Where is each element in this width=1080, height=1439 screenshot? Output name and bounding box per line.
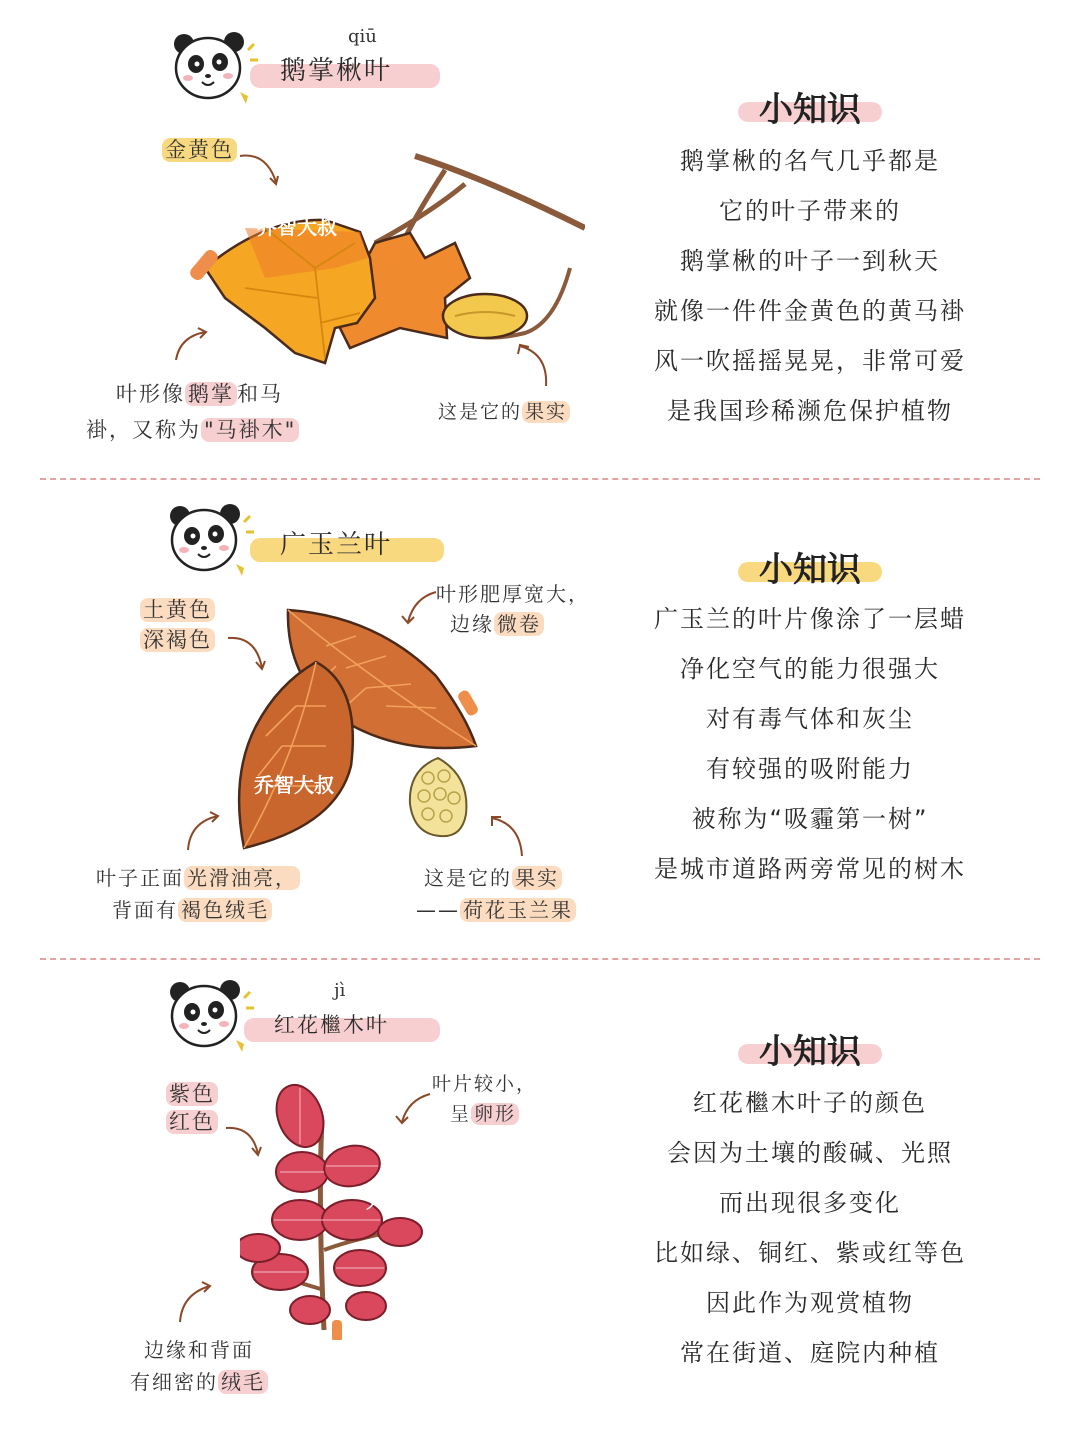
text-highlight: 卵形: [471, 1103, 519, 1125]
tip-line: 它的叶子带来的: [719, 197, 901, 225]
label-color2: [140, 624, 215, 656]
arrow-icon: [180, 810, 226, 854]
tip-line: 被称为“吸霾第一树”: [691, 805, 929, 833]
tip-line: 风一吹摇摇晃晃，非常可爱: [654, 347, 966, 375]
panda-icon: [166, 978, 256, 1058]
label-color1: [140, 594, 215, 626]
label-hair2: [130, 1366, 268, 1398]
title-text: 广玉兰叶: [280, 530, 393, 560]
text-highlight: 红色: [166, 1110, 218, 1134]
text: 和马: [237, 382, 283, 406]
arrow-icon: [484, 810, 530, 860]
tulip-tree-leaf-illustration: [185, 148, 585, 370]
watermark: 乔智大叔: [254, 773, 334, 797]
tips-list: [610, 594, 1010, 894]
tip-line: 比如绿、铜红、紫或红等色: [654, 1239, 966, 1267]
text-highlight: 土黄色: [140, 598, 215, 622]
arrow-icon: [172, 1280, 218, 1326]
tip-line: 会因为土壤的酸碱、光照: [667, 1139, 953, 1167]
panda-icon: [166, 502, 256, 582]
text: 叶子正面: [96, 866, 184, 890]
section-loropetalum-leaf: [0, 960, 1080, 1439]
arrow-icon: [166, 326, 216, 366]
tips-list: [610, 136, 1010, 436]
tip-line: 常在街道、庭院内种植: [680, 1339, 940, 1367]
section-title: [250, 54, 450, 88]
arrow-icon: [510, 340, 560, 390]
tip-line: 有较强的吸附能力: [706, 755, 914, 783]
label-shape-line2: [86, 414, 299, 446]
text: 背面有: [112, 898, 178, 922]
text-highlight: 深褐色: [140, 628, 215, 652]
tip-line: 就像一件件金黄色的黄马褂: [654, 297, 966, 325]
title-text: 红花檵木叶: [274, 1013, 389, 1037]
watermark: 大叔: [366, 1192, 402, 1213]
tip-line: 鹅掌楸的叶子一到秋天: [680, 247, 940, 275]
watermark: 乔智大叔: [257, 215, 337, 239]
section-title: [244, 1008, 444, 1042]
tip-line: 因此作为观赏植物: [706, 1289, 914, 1317]
section-title: [250, 528, 450, 562]
tip-line: 而出现很多变化: [719, 1189, 901, 1217]
text: 叶形像: [116, 382, 185, 406]
label-fruit: [438, 396, 570, 428]
tip-line: 鹅掌楸的名气几乎都是: [680, 147, 940, 175]
text-highlight: 荷花玉兰果: [460, 898, 576, 922]
label-hair1: 边缘和背面: [144, 1338, 254, 1362]
label-surface1: [96, 862, 300, 894]
label-shape2: [450, 1098, 519, 1130]
tip-line: 对有毒气体和灰尘: [706, 705, 914, 733]
pinyin-annotation: qiū: [348, 26, 377, 47]
tip-title-text: 小知识: [759, 550, 861, 590]
text-highlight: 果实: [512, 866, 562, 890]
label-fruit2: [416, 894, 576, 926]
text-highlight: 微卷: [494, 612, 544, 636]
label-surface2: [112, 894, 272, 926]
text: 褂，又称为: [86, 418, 201, 442]
text-highlight: "马褂木": [201, 418, 299, 442]
panda-icon: [170, 30, 260, 110]
pinyin-annotation: jì: [334, 980, 346, 1001]
text: 有细密的: [130, 1370, 218, 1394]
tip-title: [730, 82, 890, 131]
label-shape1: 叶片较小，: [432, 1073, 538, 1095]
tip-title: [730, 1024, 890, 1073]
tip-title-text: 小知识: [759, 90, 861, 130]
tip-title: [730, 542, 890, 591]
tip-title-text: 小知识: [759, 1032, 861, 1072]
text: 边缘: [450, 612, 494, 636]
title-text: 鹅掌楸叶: [280, 56, 393, 86]
tip-line: 净化空气的能力很强大: [680, 655, 940, 683]
text: 这是它的: [438, 401, 523, 423]
text: ——: [416, 898, 460, 922]
text-highlight: 紫色: [166, 1082, 218, 1106]
tips-list: [610, 1078, 1010, 1378]
loropetalum-branch-illustration: [240, 1080, 440, 1340]
text-highlight: 光滑油亮，: [184, 866, 300, 890]
text-highlight: 鹅掌: [185, 382, 237, 406]
tip-line: 广玉兰的叶片像涂了一层蜡: [654, 605, 966, 633]
label-color-text: 金黄色: [162, 138, 237, 162]
tip-line: 红花檵木叶子的颜色: [693, 1089, 927, 1117]
text: 呈: [450, 1103, 472, 1125]
label-color2: [166, 1106, 218, 1138]
text: 这是它的: [424, 866, 512, 890]
tip-line: 是我国珍稀濒危保护植物: [667, 397, 953, 425]
label-shape1: 叶形肥厚宽大，: [436, 582, 590, 606]
section-magnolia-leaf: [0, 480, 1080, 958]
label-shape-line1: [116, 378, 283, 410]
text-highlight: 褐色绒毛: [178, 898, 272, 922]
magnolia-fruit-illustration: [404, 754, 474, 840]
tip-line: 是城市道路两旁常见的树木: [654, 855, 966, 883]
label-fruit1: [424, 862, 562, 894]
section-tulip-tree-leaf: [0, 0, 1080, 478]
text-highlight: 绒毛: [218, 1370, 268, 1394]
text-highlight: 果实: [522, 401, 570, 423]
